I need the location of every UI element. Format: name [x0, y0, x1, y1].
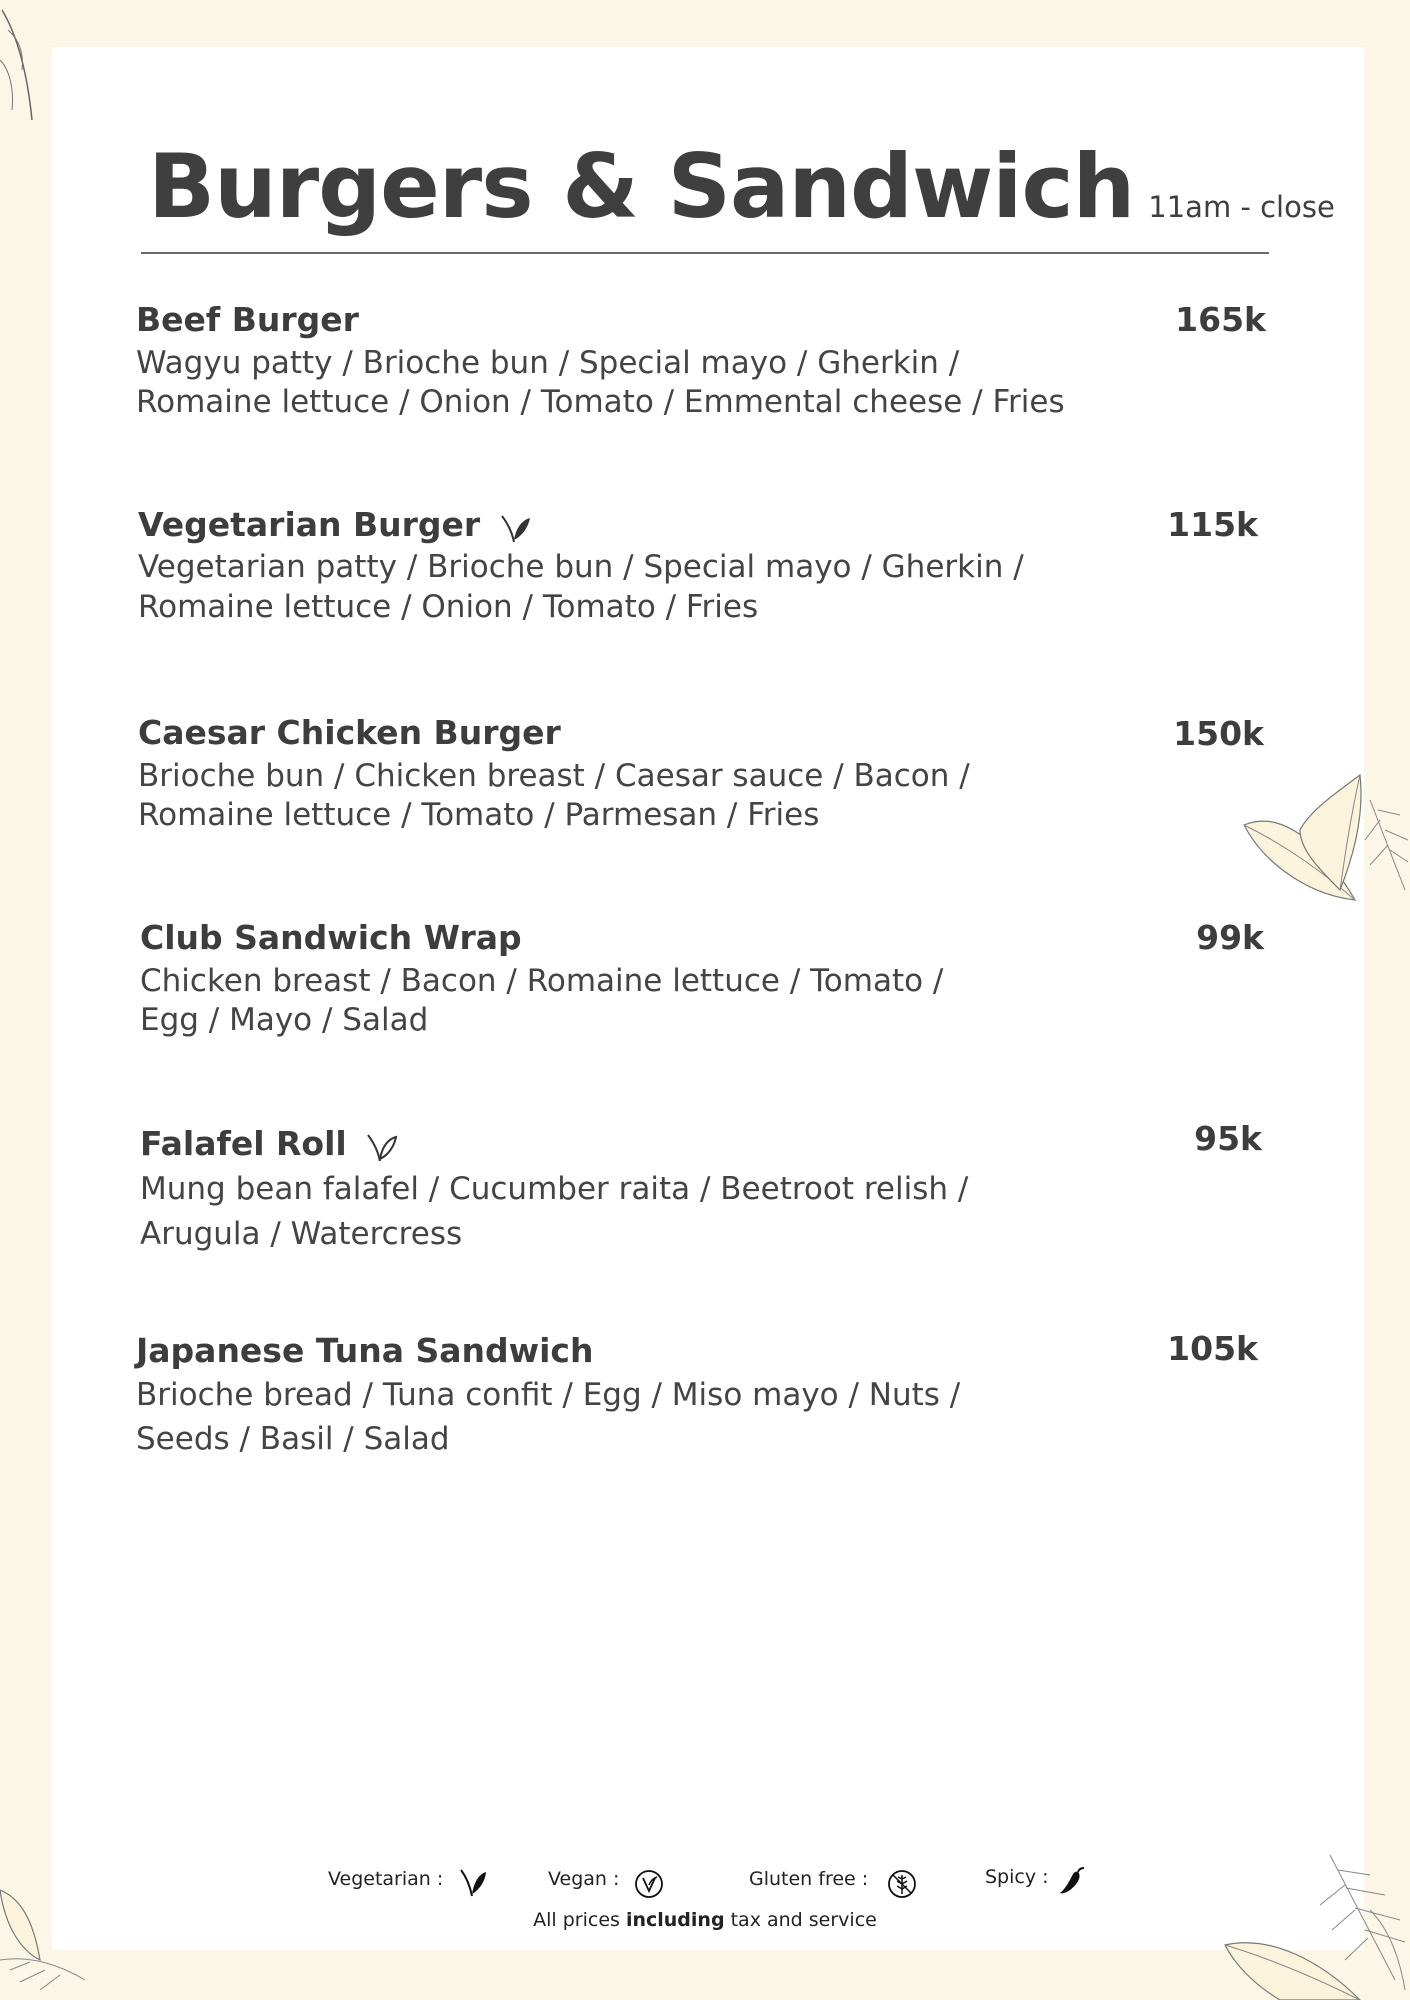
price-note-emphasis: including [625, 1909, 725, 1931]
item-name: Beef Burger [136, 300, 359, 339]
header-divider [141, 252, 1269, 254]
legend-vegan-label: Vegan : [548, 1868, 620, 1890]
item-name: Japanese Tuna Sandwich [136, 1331, 594, 1370]
item-price: 105k [1167, 1329, 1258, 1368]
item-name-row [140, 1124, 398, 1163]
item-price: 150k [1173, 714, 1264, 753]
item-name: Falafel Roll [140, 1124, 347, 1163]
item-description-line-2: Arugula / Watercress [140, 1216, 463, 1252]
vegan-icon [634, 1869, 664, 1899]
item-description-line-1: Brioche bread / Tuna confit / Egg / Miso mayo / Nuts / [136, 1377, 961, 1413]
gluten-free-icon [887, 1869, 917, 1899]
vegetarian-icon [458, 1866, 488, 1898]
service-hours: 11am - close [1148, 190, 1335, 224]
vegetarian-leaf-icon [364, 1129, 398, 1163]
item-description-line-2: Romaine lettuce / Onion / Tomato / Fries [138, 589, 759, 625]
menu-header [148, 135, 1335, 238]
leaf-decoration-bottom-left [0, 1870, 90, 2000]
legend-vegetarian-label: Vegetarian : [328, 1868, 444, 1890]
item-name: Club Sandwich Wrap [140, 918, 522, 957]
item-name: Vegetarian Burger [138, 505, 481, 544]
item-price: 165k [1175, 300, 1266, 339]
item-description-line-1: Chicken breast / Bacon / Romaine lettuce / Tomato / [140, 963, 944, 999]
legend-spicy-label: Spicy : [985, 1866, 1049, 1888]
item-description-line-2: Romaine lettuce / Onion / Tomato / Emmental cheese / Fries [136, 384, 1065, 420]
item-description-line-2: Seeds / Basil / Salad [136, 1421, 450, 1457]
page-title: Burgers & Sandwich [148, 135, 1135, 238]
item-description-line-1: Wagyu patty / Brioche bun / Special mayo / Gherkin / [136, 345, 960, 381]
item-price: 95k [1194, 1119, 1262, 1158]
item-description-line-2: Egg / Mayo / Salad [140, 1002, 429, 1038]
chili-pepper-icon [1058, 1866, 1086, 1896]
item-description-line-2: Romaine lettuce / Tomato / Parmesan / Fries [138, 797, 820, 833]
item-name-row [138, 505, 532, 544]
legend-gluten-free-label: Gluten free : [749, 1868, 869, 1890]
leaf-decoration-top-left [0, 0, 40, 130]
item-price: 99k [1196, 918, 1264, 957]
item-description-line-1: Vegetarian patty / Brioche bun / Special mayo / Gherkin / [138, 549, 1024, 585]
item-name: Caesar Chicken Burger [138, 713, 561, 752]
item-price: 115k [1167, 505, 1258, 544]
price-note [0, 1909, 1410, 1931]
price-note-suffix: tax and service [730, 1909, 877, 1931]
item-description-line-1: Mung bean falafel / Cucumber raita / Beetroot relish / [140, 1171, 969, 1207]
price-note-prefix: All prices [533, 1909, 620, 1931]
item-description-line-1: Brioche bun / Chicken breast / Caesar sauce / Bacon / [138, 758, 970, 794]
vegetarian-leaf-icon [498, 510, 532, 544]
leaf-decoration-right [1240, 770, 1410, 920]
